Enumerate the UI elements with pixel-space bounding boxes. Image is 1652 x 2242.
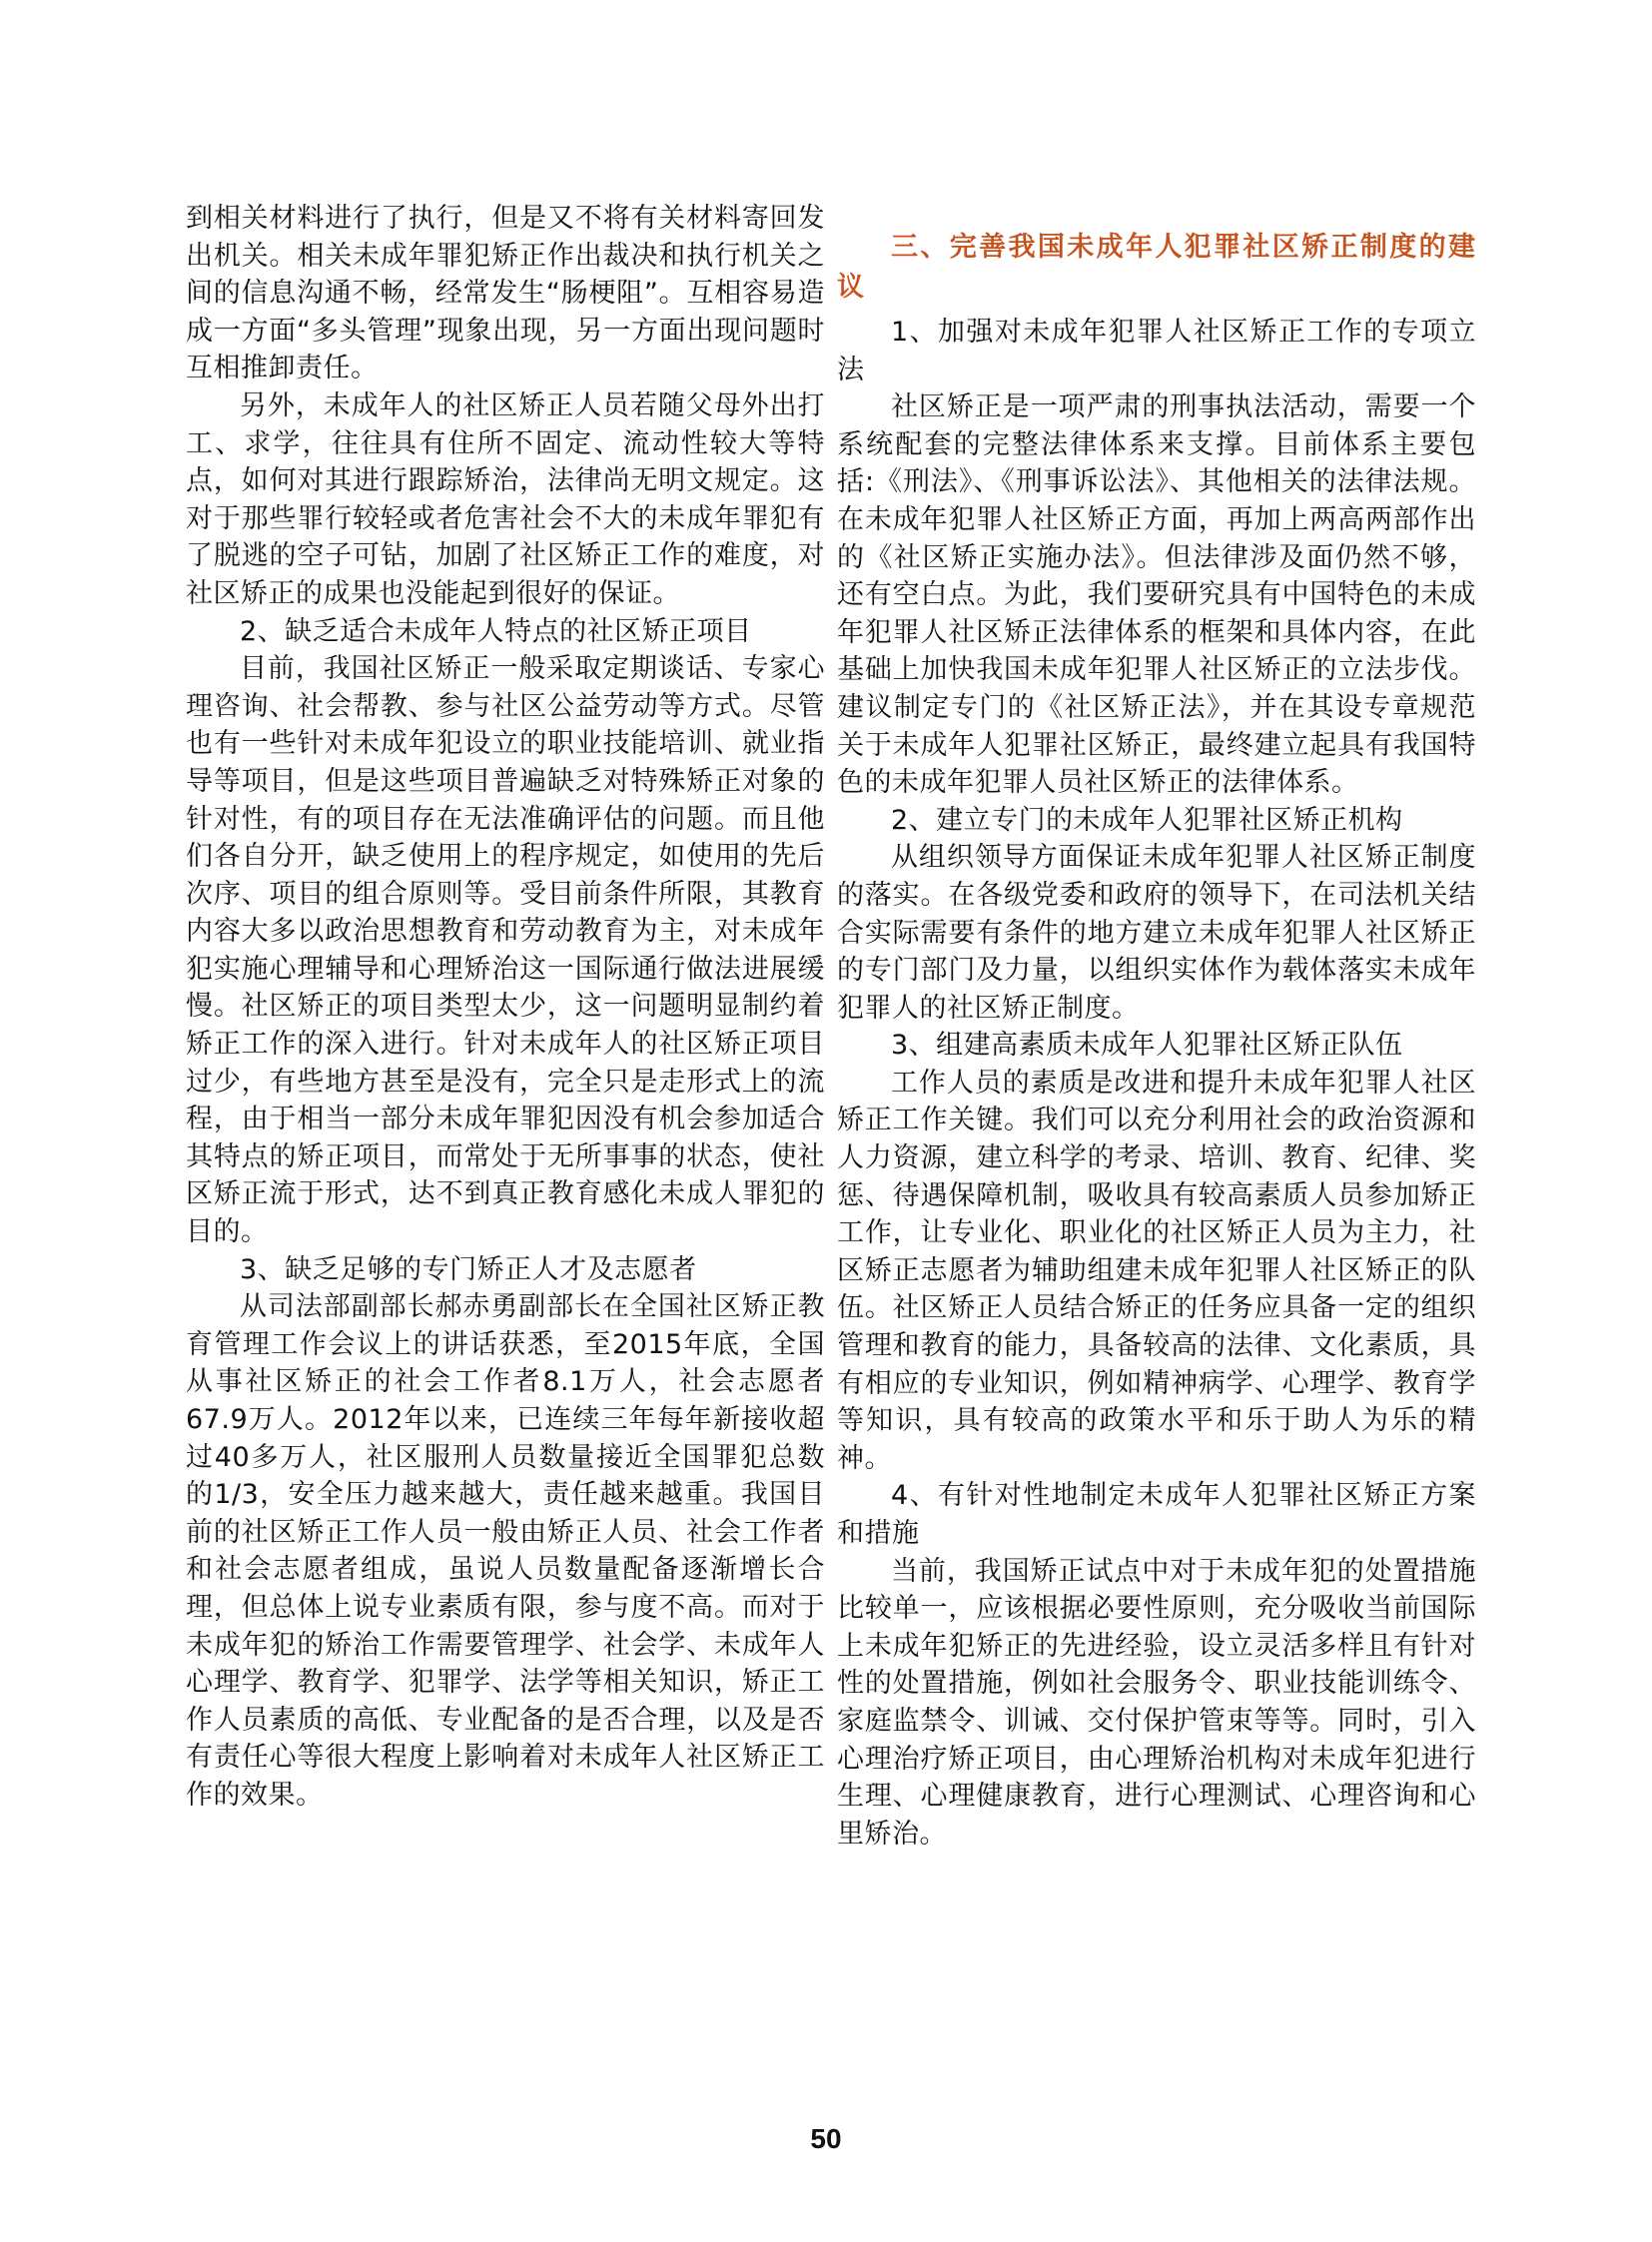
paragraph: 工作人员的素质是改进和提升未成年犯罪人社区矫正工作关键。我们可以充分利用社会的政治资源和人力资源，建立科学的考录、培训、教育、纪律、奖惩、待遇保障机制，吸收具有较高素质人员参加矫正工作，让专业化、职业化的社区矫正人员为主力，社区矫正志愿者为辅助组建未成年犯罪人社区矫正的队伍。社区矫正人员结合矫正的任务应具备一定的组织管理和教育的能力，具备较高的法律、文化素质，具有相应的专业知识，例如精神病学、心理学、教育学等知识，具有较高的政策水平和乐于助人为乐的精神。 xyxy=(837,1067,1476,1474)
subheading: 4、有针对性地制定未成年人犯罪社区矫正方案和措施 xyxy=(837,1480,1476,1549)
right-column xyxy=(837,200,1476,1853)
page-number: 50 xyxy=(810,2123,842,2154)
paragraph: 从组织领导方面保证未成年犯罪人社区矫正制度的落实。在各级党委和政府的领导下，在司法机关结合实际需要有条件的地方建立未成年犯罪人社区矫正的专门部门及力量，以组织实体作为载体落实未成年犯罪人的社区矫正制度。 xyxy=(837,842,1476,1024)
paragraph: 当前，我国矫正试点中对于未成年犯的处置措施比较单一，应该根据必要性原则，充分吸收当前国际上未成年犯矫正的先进经验，设立灵活多样且有针对性的处置措施，例如社会服务令、职业技能训练令、家庭监禁令、训诫、交付保护管束等等。同时，引入心理治疗矫正项目，由心理矫治机构对未成年犯进行生理、心理健康教育，进行心理测试、心理咨询和心里矫治。 xyxy=(837,1555,1476,1850)
paragraph: 社区矫正是一项严肃的刑事执法活动，需要一个系统配套的完整法律体系来支撑。目前体系主要包括:《刑法》、《刑事诉讼法》、其他相关的法律法规。在未成年犯罪人社区矫正方面，再加上两高两部作出的《社区矫正实施办法》。但法律涉及面仍然不够，还有空白点。为此，我们要研究具有中国特色的未成年犯罪人社区矫正法律体系的框架和具体内容，在此基础上加快我国未成年犯罪人社区矫正的立法步伐。建议制定专门的《社区矫正法》，并在其设专章规范关于未成年人犯罪社区矫正，最终建立起具有我国特色的未成年犯罪人员社区矫正的法律体系。 xyxy=(837,391,1476,799)
section-title: 三、完善我国未成年人犯罪社区矫正制度的建议 xyxy=(837,232,1476,303)
paragraph: 到相关材料进行了执行，但是又不将有关材料寄回发出机关。相关未成年罪犯矫正作出裁决和执行机关之间的信息沟通不畅，经常发生“肠梗阻”。互相容易造成一方面“多头管理”现象出现，另一方面出现问题时互相推卸责任。 xyxy=(186,203,825,384)
subheading: 2、缺乏适合未成年人特点的社区矫正项目 xyxy=(240,615,752,647)
subheading: 3、组建高素质未成年人犯罪社区矫正队伍 xyxy=(891,1030,1403,1062)
subheading: 1、加强对未成年犯罪人社区矫正工作的专项立法 xyxy=(837,317,1476,385)
subheading: 2、建立专门的未成年人犯罪社区矫正机构 xyxy=(891,804,1403,836)
subheading: 3、缺乏足够的专门矫正人才及志愿者 xyxy=(240,1253,697,1285)
paragraph: 另外，未成年人的社区矫正人员若随父母外出打工、求学，往往具有住所不固定、流动性较大等特点，如何对其进行跟踪矫治，法律尚无明文规定。这对于那些罪行较轻或者危害社会不大的未成年罪犯有了脱逃的空子可钻，加剧了社区矫正工作的难度，对社区矫正的成果也没能起到很好的保证。 xyxy=(186,389,825,609)
paragraph: 目前，我国社区矫正一般采取定期谈话、专家心理咨询、社会帮教、参与社区公益劳动等方式。尽管也有一些针对未成年犯设立的职业技能培训、就业指导等项目，但是这些项目普遍缺乏对特殊矫正对象的针对性，有的项目存在无法准确评估的问题。而且他们各自分开，缺乏使用上的程序规定，如使用的先后次序、项目的组合原则等。受目前条件所限，其教育内容大多以政治思想教育和劳动教育为主，对未成年犯实施心理辅导和心理矫治这一国际通行做法进展缓慢。社区矫正的项目类型太少，这一问题明显制约着矫正工作的深入进行。针对未成年人的社区矫正项目过少，有些地方甚至是没有，完全只是走形式上的流程，由于相当一部分未成年罪犯因没有机会参加适合其特点的矫正项目，而常处于无所事事的状态，使社区矫正流于形式，达不到真正教育感化未成人罪犯的目的。 xyxy=(186,653,825,1248)
left-column xyxy=(186,200,825,1815)
paragraph: 从司法部副部长郝赤勇副部长在全国社区矫正教育管理工作会议上的讲话获悉，至2015年底，全国从事社区矫正的社会工作者8.1万人，社会志愿者67.9万人。2012年以来，已连续三年每年新接收超过40多万人，社区服刑人员数量接近全国罪犯总数的1/3，安全压力越来越大，责任越来越重。我国目前的社区矫正工作人员一般由矫正人员、社会工作者和社会志愿者组成，虽说人员数量配备逐渐增长合理，但总体上说专业素质有限，参与度不高。而对于未成年犯的矫治工作需要管理学、社会学、未成年人心理学、教育学、犯罪学、法学等相关知识，矫正工作人员素质的高低、专业配备的是否合理，以及是否有责任心等很大程度上影响着对未成年人社区矫正工作的效果。 xyxy=(186,1291,825,1811)
